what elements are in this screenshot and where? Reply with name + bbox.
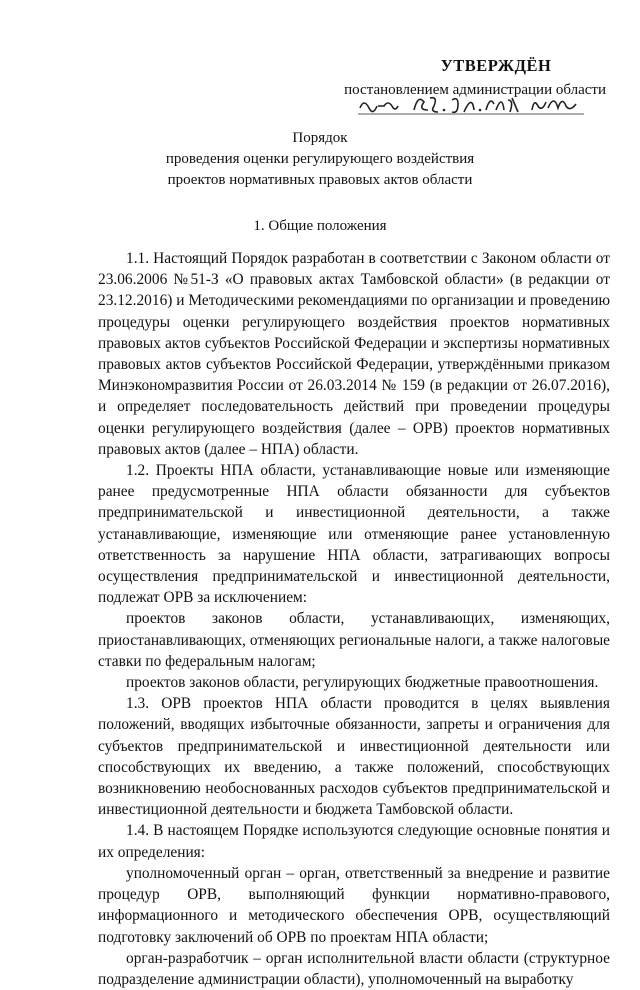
- paragraph-exception-2: проектов законов области, регулирующих бюджетные правоотношения.: [126, 674, 599, 692]
- section-heading: 1. Общие положения: [253, 218, 387, 234]
- title-line-3: проектов нормативных правовых актов области: [167, 172, 473, 188]
- definition-authorized-body: уполномоченный орган – орган, ответственный за внедрение и развитие процедур ОРВ, выполняющий функции нормативно-правового, информационного и методического обеспечения ОРВ, осуществляющий подготовку заключений об ОРВ по проектам НПА области;: [98, 864, 610, 946]
- definition-developer-body: орган-разработчик – орган исполнительной власти области (структурное подразделение администрации области), уполномоченный на выработку: [98, 949, 610, 988]
- approval-stamp: [326, 56, 606, 99]
- handwritten-date-signature: [356, 90, 586, 118]
- body-text: [98, 248, 610, 990]
- paragraph-1-4: 1.4. В настоящем Порядке используются следующие основные понятия и их определения:: [98, 822, 610, 861]
- approval-title: УТВЕРЖДЁН: [440, 56, 552, 75]
- title-line-2: проведения оценки регулирующего воздействия: [165, 151, 475, 167]
- title-line-1: Порядок: [292, 130, 348, 146]
- document-title: [0, 128, 640, 191]
- paragraph-1-1: 1.1. Настоящий Порядок разработан в соответствии с Законом области от 23.06.2006 №51-З «О правовых актах Тамбовской области» (в редакции от 23.12.2016) и Методическими рекомендациями по организации и проведению процедуры оценки регулирующего воздействия проектов нормативных правовых актов субъектов Российской Федерации и экспертизы нормативных правовых актов субъектов Российской Федерации, утверждёнными приказом Минэкономразвития России от 26.03.2014 № 159 (в редакции от 26.07.2016), и определяет последовательность действий при проведении процедуры оценки регулирующего воздействия (далее – ОРВ) проектов нормативных правовых актов (далее – НПА) области.: [98, 250, 610, 458]
- paragraph-1-2: 1.2. Проекты НПА области, устанавливающие новые или изменяющие ранее предусмотренные НПА области обязанности для субъектов предпринимательской и инвестиционной деятельности, а также устанавливающие, изменяющие или отменяющие ранее установленную ответственность за нарушение НПА области, затрагивающих вопросы осуществления предпринимательской и инвестиционной деятельности, подлежат ОРВ за исключением:: [98, 462, 610, 607]
- paragraph-exception-1: проектов законов области, устанавливающих, изменяющих, приостанавливающих, отменяющих региональные налоги, а также налоговые ставки по федеральным налогам;: [98, 610, 610, 670]
- approval-line: постановлением администрации области: [344, 82, 606, 98]
- paragraph-1-3: 1.3. ОРВ проектов НПА области проводится в целях выявления положений, вводящих избыточные обязанности, запреты и ограничения для субъектов предпринимательской и инвестиционной деятельности или способствующих их введению, а также положений, способствующих возникновению необоснованных расходов субъектов предпринимательской и инвестиционной деятельности и бюджета Тамбовской области.: [98, 695, 610, 819]
